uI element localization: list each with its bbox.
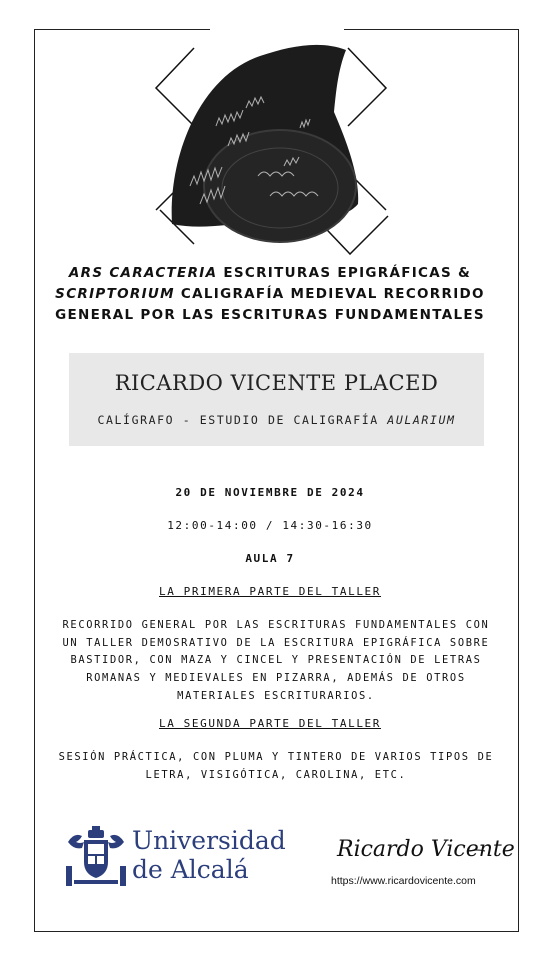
event-room: AULA 7 <box>245 552 295 565</box>
speaker-role <box>69 413 484 427</box>
slate-engraving-image <box>150 36 392 258</box>
university-name-line-1: Universidad <box>132 826 286 855</box>
frame-top-left-line <box>34 29 210 30</box>
section-1-line: RECORRIDO GENERAL POR LAS ESCRITURAS FUNDAMENTALES CON <box>62 619 490 631</box>
frame-top-right-line <box>344 29 519 30</box>
title-text-3: GENERAL POR LAS ESCRITURAS FUNDAMENTALES <box>55 307 485 323</box>
speaker-studio-name: AULARIUM <box>387 413 456 427</box>
workshop-title <box>50 263 490 326</box>
event-time: 12:00-14:00 / 14:30-16:30 <box>167 519 373 532</box>
section-1-line: BASTIDOR, CON MAZA Y CINCEL Y PRESENTACIÓN DE LETRAS <box>70 654 482 667</box>
section-1-line: UN TALLER DEMOSRATIVO DE LA ESCRITURA EPIGRÁFICA SOBRE <box>62 636 490 649</box>
speaker-box <box>69 353 484 446</box>
section-2-line: SESIÓN PRÁCTICA, CON PLUMA Y TINTERO DE VARIOS TIPOS DE <box>58 751 494 763</box>
website-url[interactable]: https://www.ricardovicente.com <box>331 875 476 887</box>
title-italic-1: ARS CARACTERIA <box>68 265 218 281</box>
frame-left-line <box>34 29 35 932</box>
section-1-line: ROMANAS Y MEDIEVALES EN PIZARRA, ADEMÁS DE OTROS <box>86 672 466 685</box>
section-text-1 <box>46 617 506 706</box>
section-heading-1: LA PRIMERA PARTE DEL TALLER <box>158 585 381 598</box>
ricardo-vicente-signature-logo <box>333 829 515 869</box>
speaker-name: RICARDO VICENTE PLACED <box>114 371 439 395</box>
section-text-2 <box>46 749 506 784</box>
university-name <box>132 826 286 884</box>
speaker-role-text: CALÍGRAFO - ESTUDIO DE CALIGRAFÍA <box>97 413 388 427</box>
university-name-line-2: de Alcalá <box>132 855 249 884</box>
section-2-line: LETRA, VISIGÓTICA, CAROLINA, ETC. <box>145 768 407 781</box>
university-crest-icon <box>64 826 128 888</box>
title-text-1: ESCRITURAS EPIGRÁFICAS & <box>217 265 472 281</box>
section-heading-2: LA SEGUNDA PARTE DEL TALLER <box>158 717 381 730</box>
frame-right-line <box>518 29 519 932</box>
section-1-line: MATERIALES ESCRITURARIOS. <box>177 689 375 702</box>
frame-bottom-line <box>34 931 519 932</box>
signature-text: Ricardo Vicente <box>337 837 515 862</box>
event-date: 20 DE NOVIEMBRE DE 2024 <box>175 486 365 499</box>
title-italic-2: SCRIPTORIUM <box>55 286 175 302</box>
title-text-2: CALIGRAFÍA MEDIEVAL RECORRIDO <box>174 286 485 302</box>
